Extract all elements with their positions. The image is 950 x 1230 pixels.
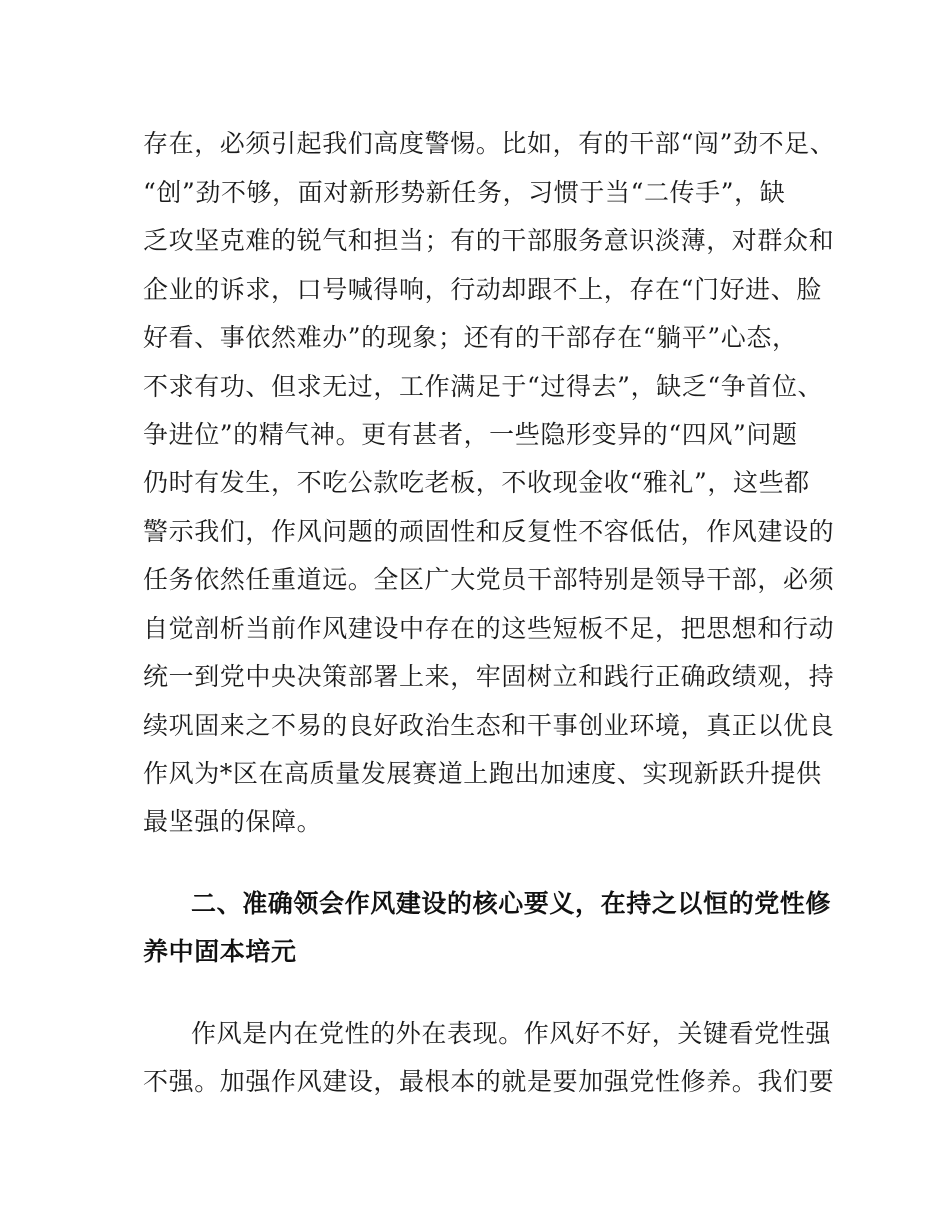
heading-line: 养中固本培元 xyxy=(143,937,297,966)
paragraph-line: 存在，必须引起我们高度警惕。比如，有的干部“闯”劲不足、 xyxy=(143,129,836,158)
paragraph-line: “创”劲不够，面对新形势新任务，习惯于当“二传手”，缺 xyxy=(143,178,786,207)
paragraph-line: 统一到党中央决策部署上来，牢固树立和践行正确政绩观，持 xyxy=(143,662,835,691)
paragraph-line: 任务依然任重道远。全区广大党员干部特别是领导干部，必须 xyxy=(143,565,835,594)
paragraph-line: 警示我们，作风问题的顽固性和反复性不容低估，作风建设的 xyxy=(143,517,835,546)
paragraph-line: 好看、事依然难办”的现象；还有的干部存在“躺平”心态， xyxy=(143,323,798,352)
paragraph-line: 不强。加强作风建设，最根本的就是要加强党性修养。我们要 xyxy=(143,1067,835,1096)
paragraph-line: 乏攻坚克难的锐气和担当；有的干部服务意识淡薄，对群众和 xyxy=(143,226,835,255)
paragraph-line: 自觉剖析当前作风建设中存在的这些短板不足，把思想和行动 xyxy=(143,614,835,643)
heading-line: 二、准确领会作风建设的核心要义，在持之以恒的党性修 xyxy=(191,889,832,918)
paragraph-line: 作风为*区在高质量发展赛道上跑出加速度、实现新跃升提供 xyxy=(143,759,822,788)
paragraph-line: 续巩固来之不易的良好政治生态和干事创业环境，真正以优良 xyxy=(143,711,835,740)
paragraph-line: 仍时有发生，不吃公款吃老板，不收现金收“雅礼”，这些都 xyxy=(143,468,810,497)
paragraph-line: 不求有功、但求无过，工作满足于“过得去”，缺乏“争首位、 xyxy=(143,372,824,401)
paragraph-line: 争进位”的精气神。更有甚者，一些隐形变异的“四风”问题 xyxy=(143,420,798,449)
paragraph-line: 最坚强的保障。 xyxy=(143,807,323,836)
paragraph-line: 企业的诉求，口号喊得响，行动却跟不上，存在“门好进、脸 xyxy=(143,275,822,304)
paragraph-line: 作风是内在党性的外在表现。作风好不好，关键看党性强 xyxy=(191,1019,832,1048)
